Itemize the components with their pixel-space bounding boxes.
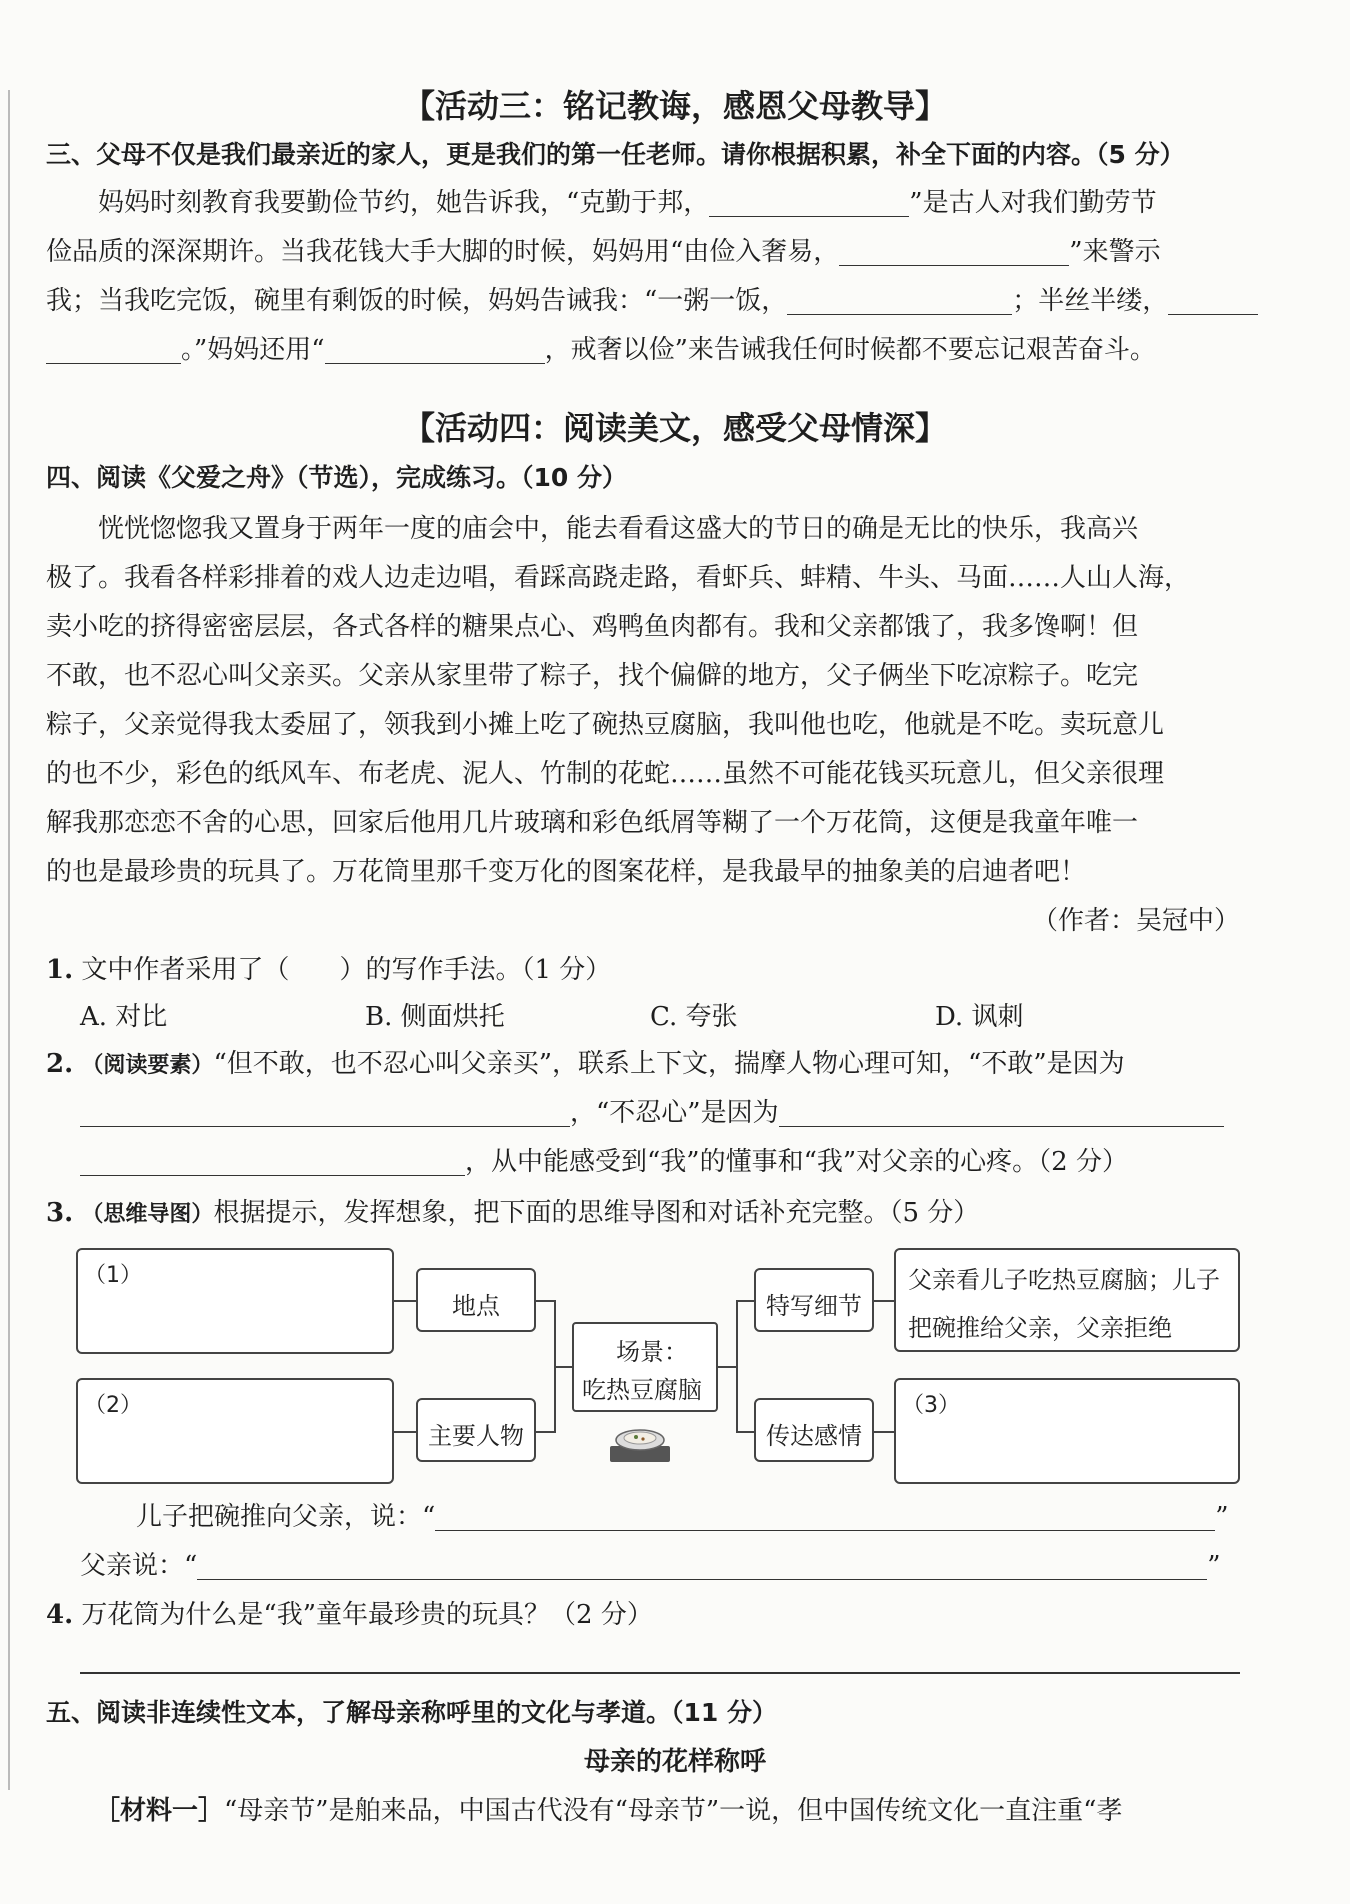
question-number: 2. (46, 1049, 74, 1079)
connector (736, 1431, 754, 1433)
q2-line (46, 1047, 1125, 1082)
close-quote: ” (1207, 1551, 1221, 1581)
activity3-line-4 (46, 333, 1156, 367)
activity3-line-1 (46, 186, 1157, 220)
passage-line: 不敢，也不忍心叫父亲买。父亲从家里带了粽子，找个偏僻的地方，父子俩坐下吃凉粽子。吃完 (46, 661, 1139, 691)
mindmap-box-2[interactable] (76, 1378, 394, 1484)
tofu-bowl-icon (608, 1424, 672, 1464)
passage-author: （作者：吴冠中） (1031, 906, 1240, 936)
q1-option-d[interactable]: D. 讽刺 (935, 1002, 1024, 1032)
question-number: 3. (46, 1198, 74, 1228)
q3-tag: （思维导图） (81, 1201, 214, 1227)
q2-text: ，“不忍心”是因为 (570, 1098, 779, 1128)
mindmap-emotion-node (754, 1398, 874, 1462)
material-one-line (94, 1794, 1122, 1828)
connector (536, 1431, 554, 1433)
mindmap-box-1[interactable] (76, 1248, 394, 1354)
connector (536, 1300, 554, 1302)
activity3-text: 妈妈时刻教育我要勤俭节约，她告诉我，“克勤于邦， (98, 188, 710, 218)
mindmap-people-node (416, 1398, 536, 1462)
passage-line: 粽子，父亲觉得我太委屈了，领我到小摊上吃了碗热豆腐脑，我叫他也吃，他就是不吃。卖玩意儿 (46, 710, 1165, 740)
question-number: 4. (46, 1600, 74, 1630)
activity3-line-2 (46, 235, 1161, 269)
q2-line-3 (80, 1145, 1128, 1179)
activity3-text: ，戒奢以俭”来告诫我任何时候都不要忘记艰苦奋斗。 (544, 335, 1156, 365)
answer-blank[interactable] (709, 190, 909, 217)
detail-label: 特写细节 (766, 1292, 862, 1320)
answer-blank[interactable] (787, 288, 1012, 315)
question-number: 1. (46, 955, 74, 985)
q1-option-a[interactable]: A. 对比 (80, 1002, 168, 1032)
q2-text: “但不敢，也不忍心叫父亲买”，联系上下文，揣摩人物心理可知，“不敢”是因为 (213, 1049, 1125, 1079)
q1-text: 文中作者采用了（ (81, 955, 290, 985)
connector (874, 1300, 894, 1302)
answer-blank[interactable] (325, 337, 545, 364)
q4-text: 万花筒为什么是“我”童年最珍贵的玩具？（2 分） (81, 1600, 653, 1630)
son-says-text: 儿子把碗推向父亲，说：“ (136, 1502, 436, 1532)
activity4-title: 【活动四：阅读美文，感受父母情深】 (402, 409, 947, 447)
q3-text: 根据提示，发挥想象，把下面的思维导图和对话补充完整。（5 分） (213, 1198, 980, 1228)
section5-header: 五、阅读非连续性文本，了解母亲称呼里的文化与孝道。（11 分） (46, 1698, 777, 1727)
activity3-text: 我；当我吃完饭，碗里有剩饭的时候，妈妈告诫我：“一粥一饭， (46, 286, 788, 316)
connector (554, 1366, 572, 1368)
center-label-2: 吃热豆腐脑 (582, 1376, 702, 1404)
box-1-label: （1） (84, 1263, 142, 1288)
father-says-line (80, 1549, 1221, 1583)
q4-answer-line[interactable] (80, 1672, 1240, 1674)
answer-blank[interactable] (839, 239, 1069, 266)
q2-line-2 (80, 1096, 1224, 1130)
connector (394, 1300, 416, 1302)
emotion-label: 传达感情 (766, 1422, 862, 1450)
answer-blank[interactable] (197, 1553, 1207, 1580)
answer-blank[interactable] (46, 337, 181, 364)
mindmap-box-3[interactable] (894, 1378, 1240, 1484)
passage-line: 卖小吃的挤得密密层层，各式各样的糖果点心、鸡鸭鱼肉都有。我和父亲都饿了，我多馋啊！但 (46, 612, 1139, 642)
activity3-text: ；半丝半缕， (1012, 286, 1169, 316)
q1-text: ）的写作手法。（1 分） (339, 955, 612, 985)
center-label-1: 场景： (616, 1338, 688, 1366)
mindmap-detail-node (754, 1268, 874, 1332)
activity3-line-3 (46, 284, 1258, 318)
activity3-text: 俭品质的深深期许。当我花钱大手大脚的时候，妈妈用“由俭入奢易， (46, 237, 840, 267)
page-margin-line (8, 90, 10, 1790)
q4-line (46, 1598, 653, 1632)
mindmap-detail-text-box (894, 1248, 1240, 1352)
connector (736, 1300, 738, 1433)
box-3-label: （3） (902, 1393, 960, 1418)
material-label: ［材料一］ (94, 1796, 225, 1826)
connector (736, 1300, 754, 1302)
son-says-line (136, 1500, 1229, 1534)
mindmap-center-node (572, 1322, 718, 1412)
passage-text: 恍恍惚惚我又置身于两年一度的庙会中，能去看看这盛大的节日的确是无比的快乐，我高兴 (98, 514, 1139, 544)
connector (394, 1431, 416, 1433)
passage-line: 的也不少，彩色的纸风车、布老虎、泥人、竹制的花蛇……虽然不可能花钱买玩意儿，但父亲很理 (46, 759, 1165, 789)
answer-blank[interactable] (779, 1100, 1224, 1127)
people-label: 主要人物 (428, 1422, 524, 1450)
material-text: “母亲节”是舶来品，中国古代没有“母亲节”一说，但中国传统文化一直注重“孝 (224, 1796, 1123, 1826)
activity3-title: 【活动三：铭记教诲，感恩父母教导】 (402, 87, 947, 125)
detail-text-1: 父亲看儿子吃热豆腐脑；儿子 (908, 1266, 1220, 1294)
passage-line (46, 512, 1138, 546)
mindmap-place-node (416, 1268, 536, 1332)
father-says-text: 父亲说：“ (80, 1551, 198, 1581)
activity3-text: 。”妈妈还用“ (181, 335, 325, 365)
q1-option-c[interactable]: C. 夸张 (650, 1002, 738, 1032)
close-quote: ” (1215, 1502, 1229, 1532)
q1-option-b[interactable]: B. 侧面烘托 (365, 1002, 505, 1032)
connector (874, 1431, 894, 1433)
place-label: 地点 (452, 1292, 500, 1320)
q4-section-header: 四、阅读《父爱之舟》（节选），完成练习。（10 分） (46, 463, 627, 492)
answer-blank[interactable] (1168, 288, 1258, 315)
connector (718, 1366, 736, 1368)
section5-subtitle: 母亲的花样称呼 (583, 1747, 766, 1777)
q3-section-header: 三、父母不仅是我们最亲近的家人，更是我们的第一任老师。请你根据积累，补全下面的内容。（5 分） (46, 140, 1185, 169)
q1-line (46, 953, 611, 987)
detail-text-2: 把碗推给父亲，父亲拒绝 (908, 1314, 1172, 1342)
q3-line (46, 1196, 979, 1231)
answer-blank[interactable] (80, 1149, 465, 1176)
passage-line: 解我那恋恋不舍的心思，回家后他用几片玻璃和彩色纸屑等糊了一个万花筒，这便是我童年唯一 (46, 808, 1139, 838)
answer-blank[interactable] (435, 1504, 1215, 1531)
activity3-text: ”来警示 (1069, 237, 1161, 267)
passage-line: 极了。我看各样彩排着的戏人边走边唱，看踩高跷走路，看虾兵、蚌精、牛头、马面……人山人海， (46, 563, 1191, 593)
box-2-label: （2） (84, 1393, 142, 1418)
activity3-text: ”是古人对我们勤劳节 (909, 188, 1157, 218)
passage-line: 的也是最珍贵的玩具了。万花筒里那千变万化的图案花样，是我最早的抽象美的启迪者吧！ (46, 857, 1087, 887)
q2-text: ，从中能感受到“我”的懂事和“我”对父亲的心疼。（2 分） (465, 1147, 1128, 1177)
answer-blank[interactable] (80, 1100, 570, 1127)
q2-tag: （阅读要素） (81, 1052, 214, 1078)
